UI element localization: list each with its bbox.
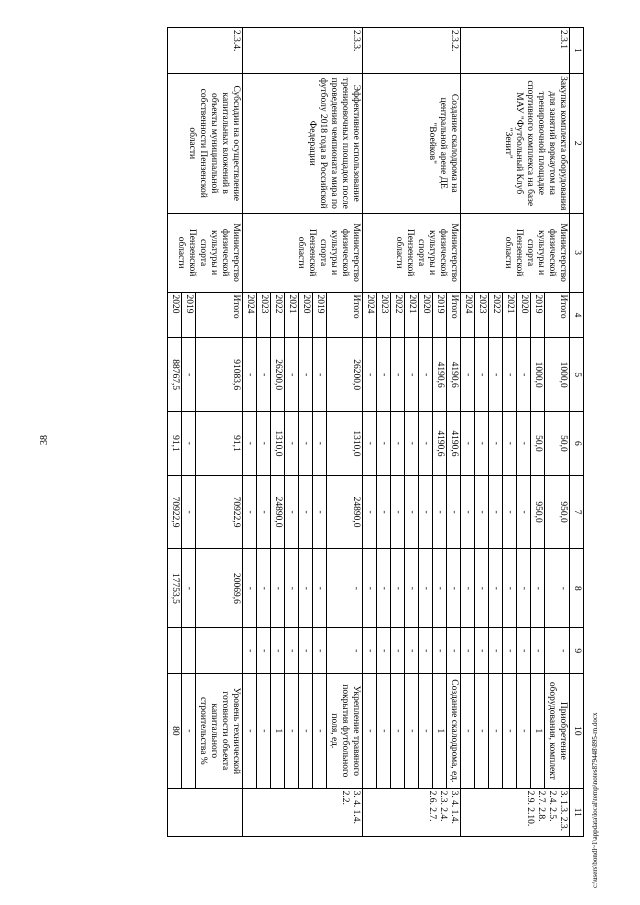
indicator-cell: Приобретение оборудования, комплект — [545, 674, 570, 788]
value-cell: - — [461, 338, 475, 412]
value-cell: 91083,6 — [196, 338, 243, 412]
value-cell: - — [243, 549, 257, 628]
column-header: 7 — [570, 475, 584, 549]
value-cell: - — [405, 628, 419, 674]
value-cell: 91,1 — [196, 412, 243, 476]
indicator-cell: Уровень технической готовности объекта капитального строительства % — [196, 674, 243, 788]
indicator-value: - — [257, 674, 271, 788]
indicator-cell: Создание скалодрома, ед. — [447, 674, 461, 788]
value-cell: - — [391, 338, 405, 412]
value-cell: - — [257, 338, 271, 412]
value-cell: - — [405, 412, 419, 476]
item-id: 2.3.4. — [168, 28, 243, 74]
value-cell: - — [419, 338, 433, 412]
value-cell: - — [313, 338, 327, 412]
value-cell: 1310,0 — [271, 412, 285, 476]
year-cell: 2020 — [419, 292, 433, 338]
indicator-value: - — [182, 674, 196, 788]
year-cell: 2020 — [517, 292, 531, 338]
table-row — [545, 28, 570, 837]
indicator-value: - — [243, 674, 257, 788]
column-header: 9 — [570, 628, 584, 674]
table-row — [447, 28, 461, 837]
value-cell: - — [517, 628, 531, 674]
value-cell: - — [257, 549, 271, 628]
year-cell: Итого — [327, 292, 363, 338]
value-cell: - — [475, 628, 489, 674]
value-cell — [182, 628, 196, 674]
year-cell: Итого — [196, 292, 243, 338]
item-org: Министерство физической культуры и спорта Пензенской области — [461, 213, 570, 292]
item-name: Эффективное использование тренировочных площадок после проведения чемпионата мира по футболу 2018 года в Российской Федерации — [243, 73, 363, 213]
indicator-value: - — [377, 674, 391, 788]
year-cell: 2024 — [243, 292, 257, 338]
value-cell: - — [447, 475, 461, 549]
value-cell: - — [313, 475, 327, 549]
value-cell: 1000,0 — [545, 338, 570, 412]
column-header: 10 — [570, 674, 584, 788]
value-cell: 70922,9 — [196, 475, 243, 549]
value-cell: - — [377, 549, 391, 628]
item-org: Министерство физической культуры и спорта Пензенской области — [363, 213, 461, 292]
year-cell: Итого — [447, 292, 461, 338]
value-cell: 4190,6 — [447, 338, 461, 412]
column-header: 1 — [570, 28, 584, 74]
program-table-wrap — [84, 27, 584, 837]
year-cell: 2024 — [363, 292, 377, 338]
value-cell: - — [517, 475, 531, 549]
value-cell: 50,0 — [531, 412, 545, 476]
value-cell: - — [545, 549, 570, 628]
value-cell: - — [285, 475, 299, 549]
refs-cell: 3. 1.3. 2.3. 2.4. 2.5. 2.7. 2.8. 2.9. 2.10. — [461, 788, 570, 836]
value-cell: - — [405, 475, 419, 549]
indicator-value: 1 — [531, 674, 545, 788]
value-cell: - — [475, 475, 489, 549]
indicator-value: - — [363, 674, 377, 788]
value-cell: - — [419, 475, 433, 549]
value-cell: - — [503, 475, 517, 549]
value-cell: 26200,0 — [327, 338, 363, 412]
value-cell: 1310,0 — [327, 412, 363, 476]
year-cell: 2020 — [168, 292, 182, 338]
item-org: Министерство физической культуры и спорта Пензенской области — [168, 213, 243, 292]
value-cell: - — [299, 475, 313, 549]
value-cell: - — [243, 475, 257, 549]
indicator-value: - — [405, 674, 419, 788]
value-cell: - — [327, 628, 363, 674]
value-cell: - — [391, 628, 405, 674]
value-cell: - — [517, 549, 531, 628]
value-cell: - — [419, 412, 433, 476]
value-cell: - — [517, 412, 531, 476]
value-cell: 24890,0 — [271, 475, 285, 549]
value-cell: - — [405, 338, 419, 412]
column-header: 4 — [570, 292, 584, 338]
value-cell: - — [243, 338, 257, 412]
value-cell: - — [391, 412, 405, 476]
value-cell: - — [391, 475, 405, 549]
column-header: 6 — [570, 412, 584, 476]
value-cell: - — [243, 628, 257, 674]
column-header: 2 — [570, 73, 584, 213]
value-cell: - — [299, 549, 313, 628]
indicator-value: - — [503, 674, 517, 788]
value-cell: - — [257, 412, 271, 476]
value-cell: - — [503, 412, 517, 476]
value-cell: - — [447, 628, 461, 674]
value-cell: - — [391, 549, 405, 628]
table-body — [168, 28, 570, 837]
column-header: 11 — [570, 788, 584, 836]
indicator-value: 1 — [433, 674, 447, 788]
value-cell: - — [489, 338, 503, 412]
header-row — [570, 28, 584, 837]
indicator-value: - — [517, 674, 531, 788]
year-cell: 2019 — [433, 292, 447, 338]
value-cell: - — [461, 628, 475, 674]
value-cell: - — [299, 628, 313, 674]
year-cell: 2019 — [531, 292, 545, 338]
value-cell: - — [285, 412, 299, 476]
value-cell: 91,1 — [168, 412, 182, 476]
value-cell: 950,0 — [545, 475, 570, 549]
value-cell: - — [285, 628, 299, 674]
value-cell: - — [489, 475, 503, 549]
year-cell: 2023 — [257, 292, 271, 338]
value-cell: - — [503, 338, 517, 412]
year-cell: 2021 — [285, 292, 299, 338]
value-cell: 4190,6 — [433, 412, 447, 476]
value-cell: 17753,5 — [168, 549, 182, 628]
value-cell: 70922,9 — [168, 475, 182, 549]
item-name: Создание скалодрома на центральной арене ДЕ "Воейков" — [363, 73, 461, 213]
refs-cell: 3. 4. 1.4. 2.3. 2.4. 2.6. 2.7. — [363, 788, 461, 836]
refs-cell: 3. 4. 1.4. 2.2. — [243, 788, 363, 836]
value-cell: - — [313, 628, 327, 674]
table-row — [196, 28, 243, 837]
year-cell: Итого — [545, 292, 570, 338]
year-cell: 2021 — [503, 292, 517, 338]
indicator-value: - — [419, 674, 433, 788]
indicator-value: 1 — [271, 674, 285, 788]
value-cell: - — [489, 549, 503, 628]
value-cell: - — [363, 338, 377, 412]
page-number: 38 — [39, 435, 50, 445]
indicator-value: - — [313, 674, 327, 788]
indicator-value: - — [391, 674, 405, 788]
value-cell: - — [461, 412, 475, 476]
value-cell — [196, 628, 243, 674]
year-cell: 2023 — [475, 292, 489, 338]
value-cell: - — [461, 475, 475, 549]
value-cell: - — [243, 412, 257, 476]
value-cell: - — [285, 338, 299, 412]
value-cell: - — [503, 628, 517, 674]
program-table — [167, 27, 584, 837]
item-name: Субсидии на осуществление капитальных вложений в объекты муниципальной собственности Пензенской области — [168, 73, 243, 213]
value-cell: - — [377, 475, 391, 549]
value-cell: - — [447, 549, 461, 628]
value-cell: - — [313, 412, 327, 476]
indicator-cell: Укрепление травяного покрытия футбольного поля, ед. — [327, 674, 363, 788]
value-cell: - — [363, 475, 377, 549]
value-cell: - — [313, 549, 327, 628]
value-cell: - — [257, 475, 271, 549]
value-cell: 50,0 — [545, 412, 570, 476]
value-cell: - — [475, 549, 489, 628]
value-cell: - — [182, 412, 196, 476]
indicator-value: - — [475, 674, 489, 788]
value-cell: - — [271, 628, 285, 674]
indicator-value: - — [299, 674, 313, 788]
value-cell: - — [475, 338, 489, 412]
value-cell: - — [433, 475, 447, 549]
value-cell: 20069,6 — [196, 549, 243, 628]
value-cell: - — [377, 338, 391, 412]
value-cell: - — [363, 549, 377, 628]
value-cell: - — [182, 549, 196, 628]
value-cell: 950,0 — [531, 475, 545, 549]
year-cell: 2022 — [489, 292, 503, 338]
value-cell: - — [489, 628, 503, 674]
value-cell: 1000,0 — [531, 338, 545, 412]
value-cell: - — [461, 549, 475, 628]
value-cell: - — [545, 628, 570, 674]
value-cell: - — [377, 412, 391, 476]
value-cell: - — [419, 549, 433, 628]
value-cell: - — [531, 549, 545, 628]
year-cell: 2019 — [313, 292, 327, 338]
value-cell: - — [285, 549, 299, 628]
item-name: Закупка комплекта оборудования для занятий воркаутом на тренировочной площадке спортивного комплекса на базе МАУ "Футбольный Клуб "Зенит" — [461, 73, 570, 213]
table-row — [327, 28, 363, 837]
column-header: 8 — [570, 549, 584, 628]
value-cell: - — [503, 549, 517, 628]
item-id: 2.3.1 — [461, 28, 570, 74]
value-cell: - — [327, 549, 363, 628]
value-cell: - — [271, 549, 285, 628]
value-cell: - — [405, 549, 419, 628]
value-cell: 4190,6 — [433, 338, 447, 412]
year-cell: 2022 — [271, 292, 285, 338]
value-cell: - — [377, 628, 391, 674]
value-cell: - — [363, 412, 377, 476]
column-header: 5 — [570, 338, 584, 412]
indicator-value: - — [461, 674, 475, 788]
indicator-value: - — [285, 674, 299, 788]
item-org: Министерство физической культуры и спорта Пензенской области — [243, 213, 363, 292]
value-cell: - — [363, 628, 377, 674]
value-cell: - — [433, 549, 447, 628]
refs-cell — [168, 788, 243, 836]
year-cell: 2023 — [377, 292, 391, 338]
year-cell: 2020 — [299, 292, 313, 338]
value-cell: - — [182, 475, 196, 549]
value-cell: - — [419, 628, 433, 674]
value-cell: - — [299, 338, 313, 412]
item-id: 2.3.2. — [363, 28, 461, 74]
year-cell: 2019 — [182, 292, 196, 338]
value-cell: - — [517, 338, 531, 412]
value-cell: - — [433, 628, 447, 674]
indicator-value: - — [489, 674, 503, 788]
column-header: 3 — [570, 213, 584, 292]
value-cell: - — [257, 628, 271, 674]
value-cell: - — [489, 412, 503, 476]
value-cell: 24890,0 — [327, 475, 363, 549]
value-cell: 88767,5 — [168, 338, 182, 412]
value-cell: 26200,0 — [271, 338, 285, 412]
indicator-value: 80 — [168, 674, 182, 788]
value-cell: 4190,6 — [447, 412, 461, 476]
value-cell: - — [299, 412, 313, 476]
value-cell — [168, 628, 182, 674]
value-cell: - — [475, 412, 489, 476]
footer-path: c:\users\bondl~1\appdata\local\temp\notes879448\895-rn.docx — [591, 712, 599, 888]
year-cell: 2022 — [391, 292, 405, 338]
year-cell: 2021 — [405, 292, 419, 338]
value-cell: - — [531, 628, 545, 674]
value-cell: - — [182, 338, 196, 412]
year-cell: 2024 — [461, 292, 475, 338]
item-id: 2.3.3. — [243, 28, 363, 74]
